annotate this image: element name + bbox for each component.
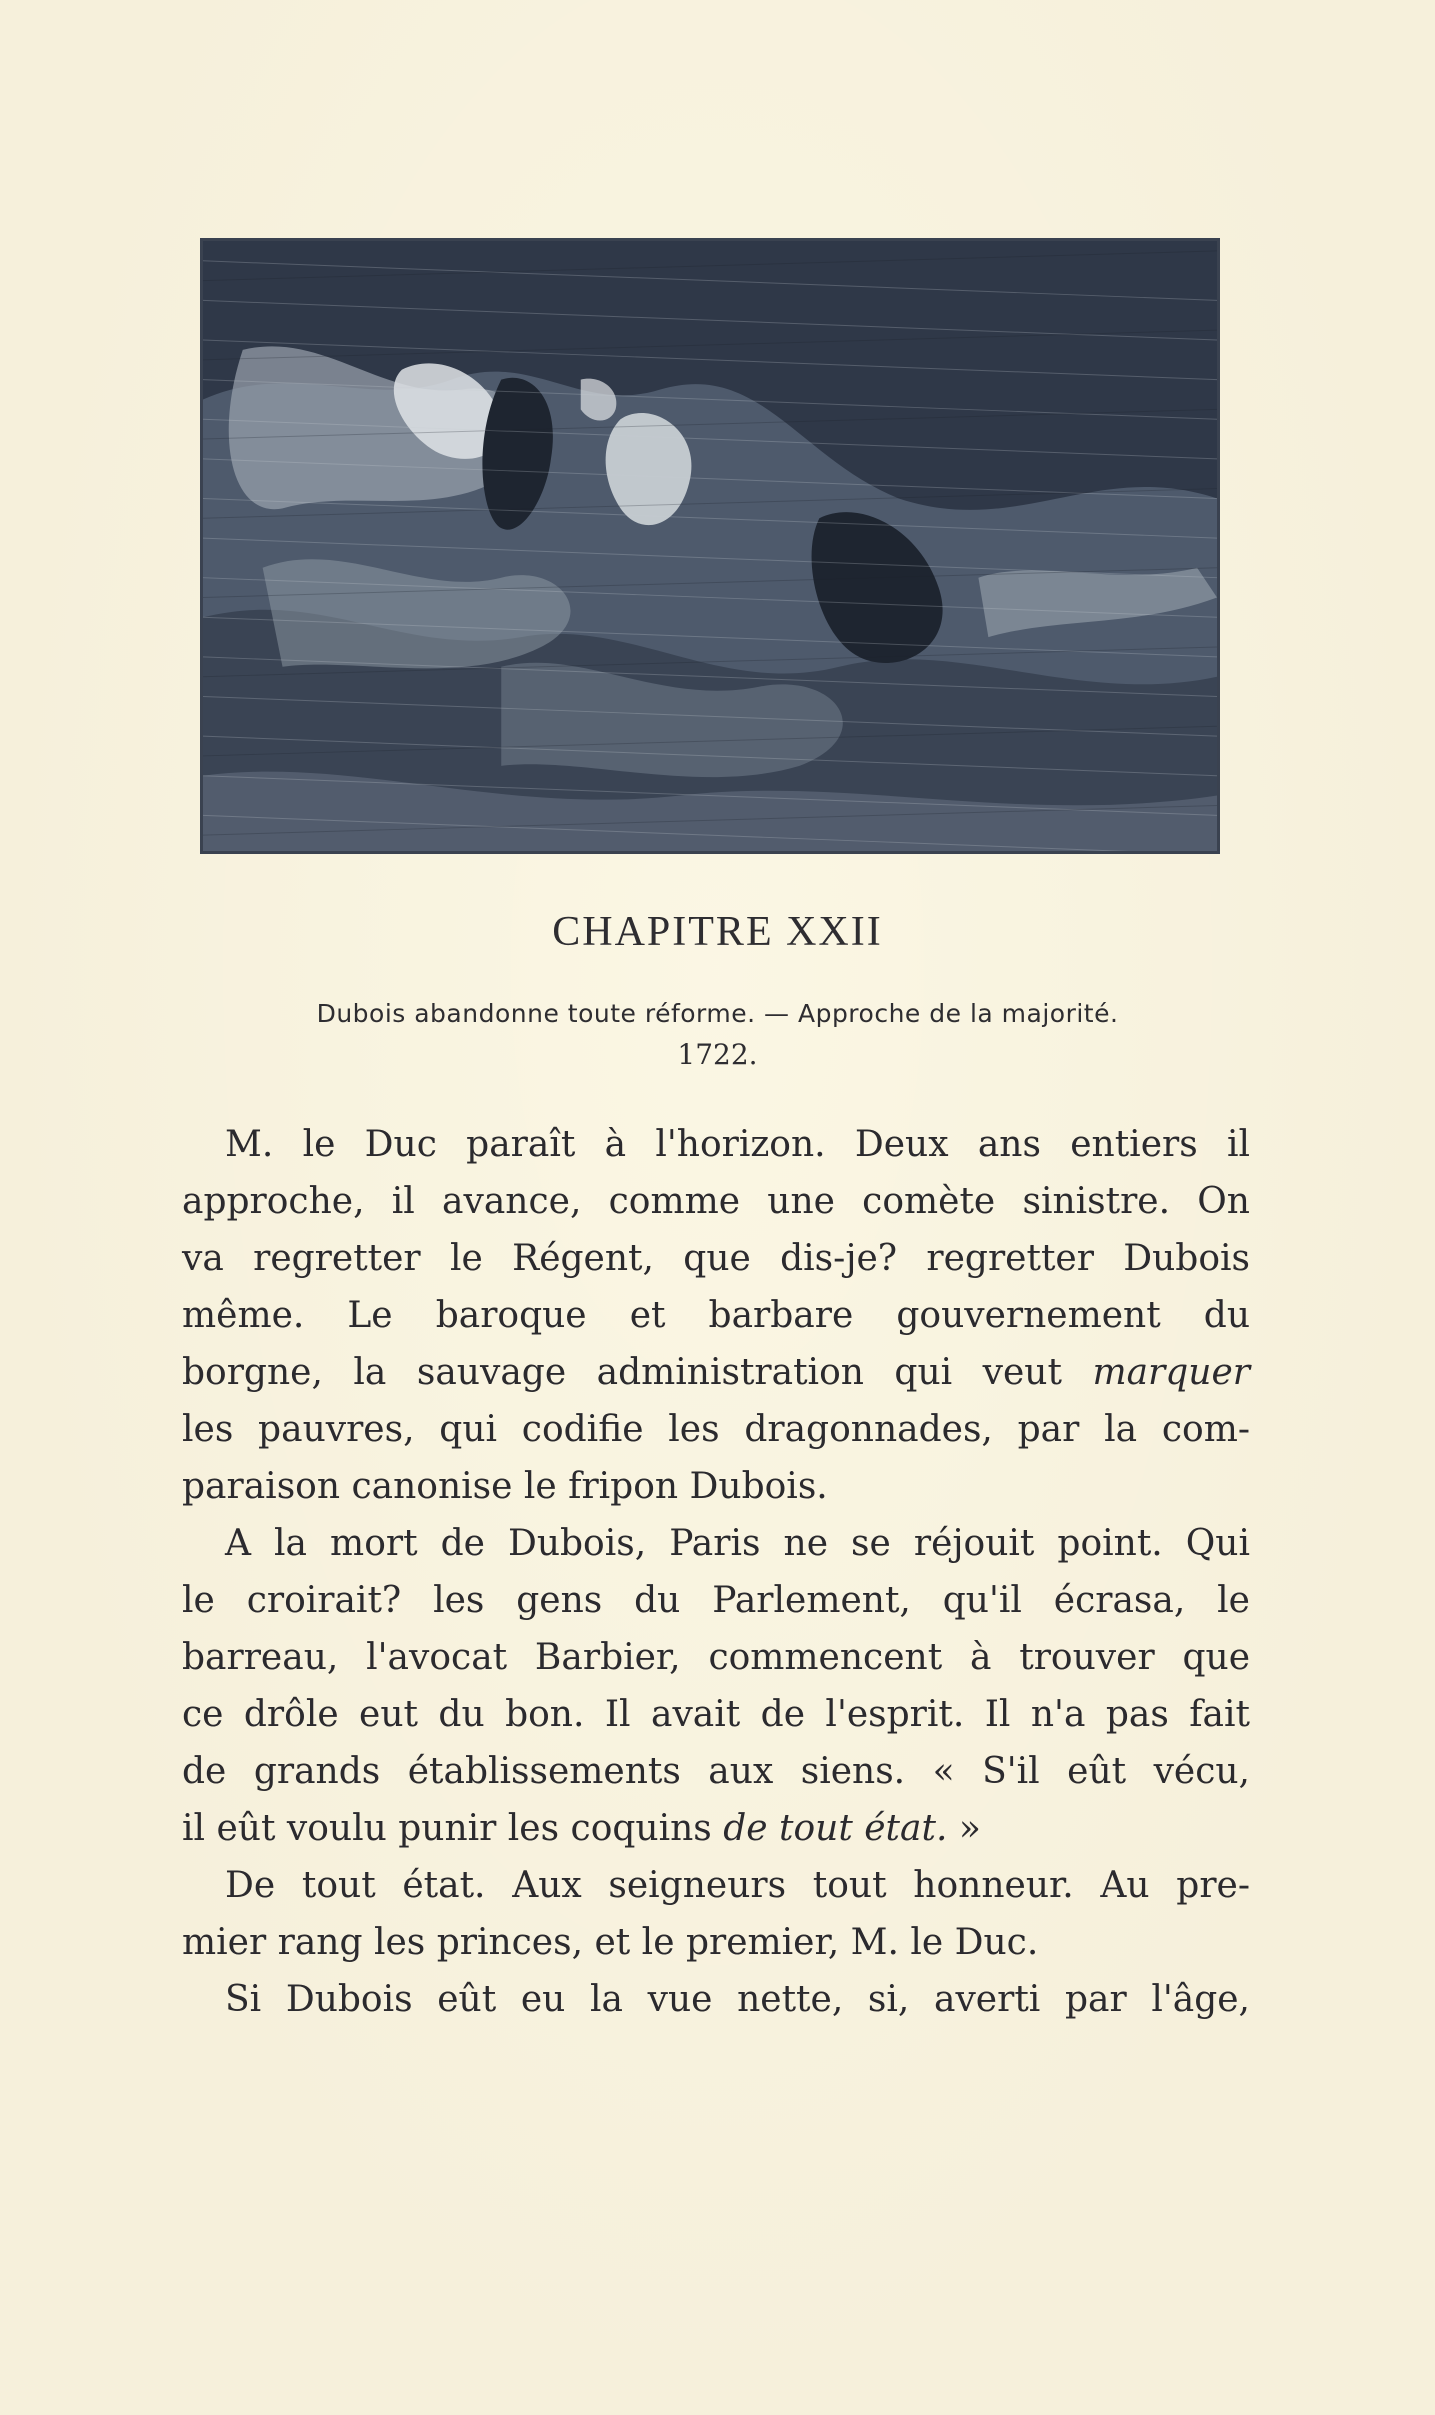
text-line: ce drôle eut du bon. Il avait de l'esprit. Il n'a pas fait — [182, 1694, 1250, 1735]
chapter-title: CHAPITRE XXII — [552, 909, 883, 955]
text-line: va regretter le Régent, que dis-je? regretter Dubois — [182, 1238, 1250, 1279]
text-line: de grands établissements aux siens. « S'il eût vécu, — [182, 1751, 1250, 1792]
italic-word: marquer — [1092, 1352, 1250, 1393]
italic-phrase: de tout état. — [723, 1808, 948, 1849]
text-run: borgne, la sauvage administration qui veut — [182, 1352, 1093, 1393]
chapter-summary: Dubois abandonne toute réforme. — Approche de la majorité. — [316, 999, 1119, 1028]
text-line — [182, 1352, 1250, 1408]
chapter-year: 1722. — [677, 1038, 758, 1071]
text-line: paraison canonise le fripon Dubois. — [182, 1466, 828, 1507]
text-line — [182, 1808, 981, 1864]
text-line: barreau, l'avocat Barbier, commencent à trouver que — [182, 1637, 1250, 1678]
engraving-image — [203, 241, 1217, 851]
text-run: il eût voulu punir les coquins — [182, 1808, 724, 1849]
text-line: le croirait? les gens du Parlement, qu'il écrasa, le — [182, 1580, 1250, 1621]
text-line: A la mort de Dubois, Paris ne se réjouit point. Qui — [225, 1523, 1250, 1564]
text-line: M. le Duc paraît à l'horizon. Deux ans entiers il — [225, 1124, 1250, 1165]
text-line: même. Le baroque et barbare gouvernement du — [182, 1295, 1250, 1336]
text-line: De tout état. Aux seigneurs tout honneur. Au pre- — [225, 1865, 1250, 1906]
text-line: Si Dubois eût eu la vue nette, si, averti par l'âge, — [225, 1979, 1250, 2020]
text-line: mier rang les princes, et le premier, M. le Duc. — [182, 1922, 1039, 1963]
engraving-illustration — [200, 238, 1220, 854]
text-line: les pauvres, qui codifie les dragonnades, par la com- — [182, 1409, 1250, 1450]
text-run: » — [947, 1808, 981, 1849]
text-line: approche, il avance, comme une comète sinistre. On — [182, 1181, 1250, 1222]
